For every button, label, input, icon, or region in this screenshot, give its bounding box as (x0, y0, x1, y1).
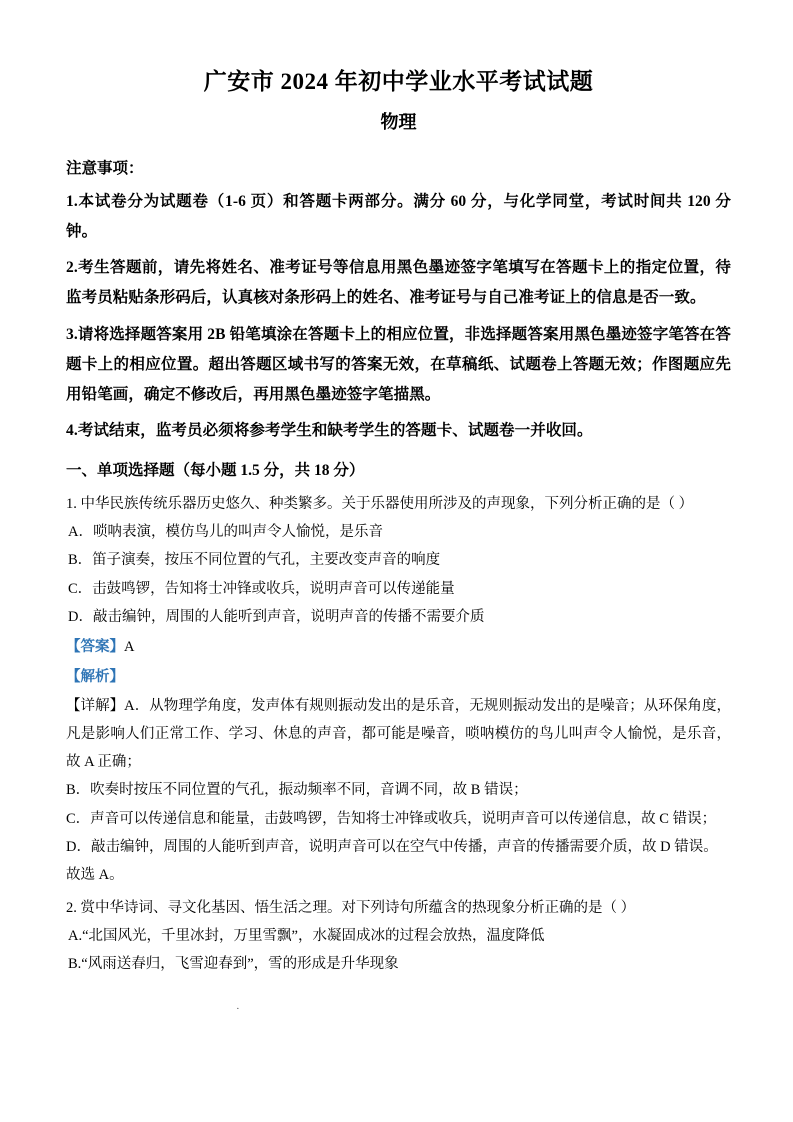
page-footer-mark: · (236, 1003, 240, 1015)
answer-value: A (124, 639, 135, 656)
section-heading-choice: 一、单项选择题（每小题 1.5 分，共 18 分） (66, 462, 365, 480)
question-1-analysis-tag (66, 663, 731, 691)
question-1-stem: 1. 中华民族传统乐器历史悠久、种类繁多。关于乐器使用所涉及的声现象，下列分析正确的是（ ） (66, 495, 694, 512)
notice-item-3: 3.请将选择题答案用 2B 铅笔填涂在答题卡上的相应位置，非选择题答案用黑色墨迹签字笔答在答题卡上的相应位置。超出答题区域书写的答案无效，在草稿纸、试题卷上答题无效；作图题应先用铅笔画，确定不修改后，再用黑色墨迹签字笔描黑。 (66, 325, 731, 403)
question-1-explanation-5: 故选 A。 (66, 867, 124, 884)
page-title: 广安市 2024 年初中学业水平考试试题 (203, 69, 594, 94)
notice-heading: 注意事项： (66, 160, 144, 178)
question-2-option-b: B.“风雨送春归，飞雪迎春到”，雪的形成是升华现象 (68, 956, 399, 973)
question-1-option-c: C．击鼓鸣锣，告知将士冲锋或收兵，说明声音可以传递能量 (68, 580, 455, 597)
question-1-option-d: D．敲击编钟，周围的人能听到声音，说明声音的传播不需要介质 (68, 608, 485, 625)
analysis-tag: 【解析】 (66, 669, 124, 686)
question-1-answer (66, 633, 731, 661)
question-1-explanation-4: D．敲击编钟，周围的人能听到声音，说明声音可以在空气中传播，声音的传播需要介质，故 D 错误。 (66, 839, 718, 855)
question-2-option-a: A.“北国风光，千里冰封，万里雪飘”，水凝固成冰的过程会放热，温度降低 (68, 927, 545, 944)
notice-item-2: 2.考生答题前，请先将姓名、准考证号等信息用黑色墨迹签字笔填写在答题卡上的指定位置，待监考员粘贴条形码后，认真核对条形码上的姓名、准考证号与自己准考证上的信息是否一致。 (66, 259, 731, 307)
subject-title: 物理 (380, 112, 417, 133)
question-1-explanation-2: B．吹奏时按压不同位置的气孔，振动频率不同，音调不同，故 B 错误； (66, 782, 528, 799)
question-1-explanation-3: C．声音可以传递信息和能量，击鼓鸣锣，告知将士冲锋或收兵，说明声音可以传递信息，故 C 错误； (66, 810, 717, 827)
question-1-option-b: B．笛子演奏，按压不同位置的气孔，主要改变声音的响度 (68, 552, 441, 569)
answer-tag: 【答案】 (66, 639, 124, 656)
question-2-stem: 2. 赏中华诗词、寻文化基因、悟生活之理。对下列诗句所蕴含的热现象分析正确的是（ ） (66, 899, 636, 916)
question-1-option-a: A．唢呐表演，模仿鸟儿的叫声令人愉悦，是乐音 (68, 524, 383, 541)
notice-item-1: 1.本试卷分为试题卷（1-6 页）和答题卡两部分。满分 60 分，与化学同堂，考试时间共 120 分钟。 (66, 192, 731, 240)
question-1-explanation-1: 【详解】A．从物理学角度，发声体有规则振动发出的是乐音，无规则振动发出的是噪音；从环保角度，凡是影响人们正常工作、学习、休息的声音，都可能是噪音，唢呐模仿的鸟儿叫声令人愉悦，是乐音，故 A 正确； (66, 697, 731, 771)
notice-item-4: 4.考试结束，监考员必须将参考学生和缺考学生的答题卡、试题卷一并收回。 (66, 422, 593, 440)
